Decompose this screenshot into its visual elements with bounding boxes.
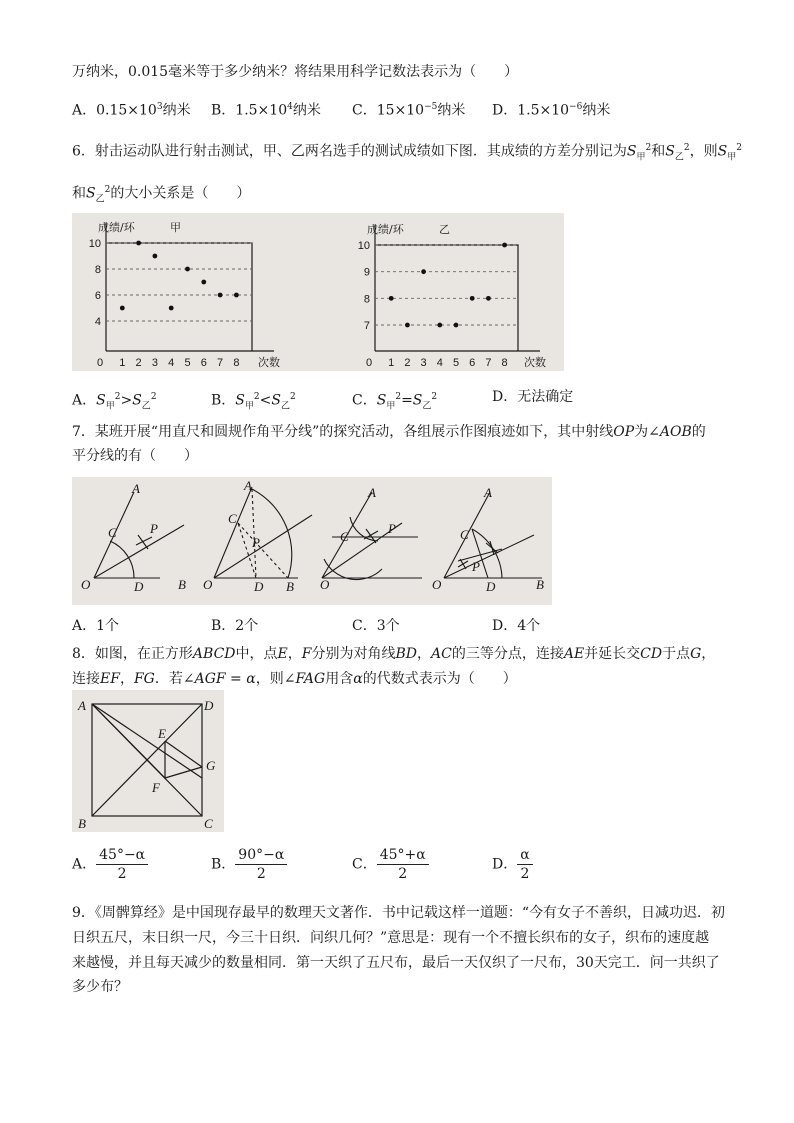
chart-jia-point — [201, 280, 206, 285]
chart-jia-ytick-label: 4 — [94, 316, 101, 328]
q7-label-o3: O — [320, 577, 330, 592]
q6-line1: 6．射击运动队进行射击测试，甲、乙两名选手的测试成绩如下图．其成绩的方差分别记为$S_甲^2$和$S_乙^2$，则$S_甲^2$ — [72, 143, 742, 163]
chart-jia-ytick-label: 6 — [94, 290, 101, 302]
q7-label-p3: P — [388, 521, 396, 536]
chart-yi — [358, 222, 546, 369]
q7-construction-3 — [322, 492, 422, 580]
chart-jia-origin-label: 0 — [96, 357, 104, 369]
q7-figure — [72, 477, 552, 605]
chart-jia-ytick-label: 10 — [88, 238, 101, 250]
q8-option-fraction: $\frac{\alpha}{2}$ — [517, 846, 532, 883]
q5-option-3[interactable]: C．$15\times 10^{-5}$纳米 — [352, 102, 466, 119]
chart-yi-xlabel: 次数 — [524, 356, 546, 369]
chart-jia-point — [169, 306, 174, 311]
chart-jia-ylabel: 成绩/环 — [98, 221, 135, 234]
q8-label-g: G — [206, 758, 216, 773]
chart-yi-xtick-label: 4 — [436, 357, 443, 369]
q6-option-4[interactable]: D．无法确定 — [492, 389, 574, 405]
chart-yi-origin-label: 0 — [365, 357, 373, 369]
q5-option-1[interactable]: A．$0.15\times 10^3$纳米 — [72, 102, 191, 119]
chart-jia-xtick-label: 2 — [135, 357, 142, 369]
chart-yi-ytick-label: 8 — [363, 293, 370, 306]
chart-jia-point — [234, 293, 239, 298]
chart-yi-point — [437, 323, 442, 328]
q8-figure — [72, 690, 224, 832]
q7-option-2[interactable]: B．2个 — [211, 618, 259, 634]
q8-label-c: C — [204, 816, 213, 831]
q7-label-d2: D — [254, 579, 264, 594]
chart-yi-point — [502, 243, 507, 248]
q8-label-f: F — [152, 780, 160, 795]
q7-label-a4: A — [484, 485, 492, 500]
chart-yi-point — [486, 296, 491, 301]
q7-line2: 平分线的有（ ） — [72, 448, 198, 464]
chart-jia-xtick-label: 7 — [217, 357, 224, 369]
q7-label-o4: O — [432, 577, 442, 592]
chart-yi-xtick-label: 7 — [485, 357, 492, 369]
chart-jia-title: 甲 — [170, 221, 181, 234]
q6-option-3[interactable]: C．$S_甲^2=S_乙^2$ — [352, 392, 438, 412]
q8-line1: 8．如图，在正方形ABCD中，点E，F分别为对角线BD，AC的三等分点，连接AE并延长交CD于点G， — [72, 646, 716, 662]
chart-yi-ytick-label: 7 — [363, 320, 370, 333]
q5-text: 万纳米，0.015毫米等于多少纳米？将结果用科学记数法表示为（ ） — [72, 64, 519, 80]
q6-figure — [72, 213, 564, 371]
q6-option-1[interactable]: A．$S_甲^2>S_乙^2$ — [72, 392, 157, 412]
q7-option-4[interactable]: D．4个 — [492, 618, 541, 634]
chart-yi-title: 乙 — [439, 223, 450, 236]
q7-label-c1: C — [108, 525, 117, 540]
chart-jia-xlabel: 次数 — [258, 356, 280, 369]
q6-line2: 和$S_乙^2$的大小关系是（ ） — [72, 185, 251, 205]
chart-yi-ylabel: 成绩/环 — [367, 223, 404, 236]
chart-yi-xtick-label: 1 — [388, 357, 395, 369]
q8-label-e: E — [158, 726, 166, 741]
q9-line4: 多少布？ — [72, 979, 128, 995]
chart-jia-xtick-label: 4 — [168, 357, 175, 369]
q7-label-c4: C — [460, 527, 469, 542]
q7-option-3[interactable]: C．3个 — [352, 618, 400, 634]
chart-jia-xtick-label: 3 — [151, 357, 158, 369]
chart-yi-point — [470, 296, 475, 301]
chart-yi-xtick-label: 5 — [452, 357, 460, 369]
q8-line2: 连接EF，FG．若∠AGF = α，则∠FAG用含α的代数式表示为（ ） — [72, 671, 517, 687]
chart-yi-xtick-label: 6 — [469, 357, 476, 369]
chart-jia-xtick-label: 6 — [200, 357, 207, 369]
q7-option-1[interactable]: A．1个 — [72, 618, 120, 634]
chart-jia-xtick-label: 5 — [184, 357, 191, 369]
q7-label-p1: P — [150, 521, 158, 536]
q8-option-2[interactable]: B． $\frac{90^\circ-\alpha}{2}$ — [211, 846, 287, 883]
q8-label-b: B — [78, 816, 86, 831]
q7-label-a3: A — [368, 485, 376, 500]
chart-jia-point — [136, 241, 141, 246]
chart-yi-point — [454, 323, 459, 328]
chart-yi-point — [405, 323, 410, 328]
q9-line3: 来越慢，并且每天减少的数量相同．第一天织了五尺布，最后一天仅织了一尺布，30天完工．问一共织了 — [72, 955, 720, 971]
q6-line1-text: 6．射击运动队进行射击测试，甲、乙两名选手的测试成绩如下图．其成绩的方差分别记为 — [72, 143, 627, 160]
chart-yi-ytick-label: 10 — [357, 240, 370, 252]
q7-label-o1: O — [81, 577, 91, 592]
q8-label-d: D — [204, 698, 214, 713]
q7-label-b2: B — [286, 579, 294, 594]
q7-label-p2: P — [252, 535, 260, 550]
q7-construction-4 — [444, 492, 542, 578]
chart-yi-xtick-label: 8 — [501, 357, 508, 369]
chart-yi-point — [389, 296, 394, 301]
chart-jia-ytick-label: 8 — [94, 264, 101, 276]
q7-label-a1: A — [132, 481, 140, 496]
q7-label-d1: D — [134, 579, 144, 594]
q7-label-c2: C — [228, 511, 237, 526]
q7-label-o2: O — [203, 577, 213, 592]
q5-option-2[interactable]: B．$1.5\times 10^4$纳米 — [211, 102, 321, 119]
q8-label-a: A — [78, 698, 86, 713]
q8-option-3[interactable]: C． $\frac{45^\circ+\alpha}{2}$ — [352, 846, 429, 883]
q8-option-fraction: $\frac{90^\circ-\alpha}{2}$ — [235, 846, 287, 883]
q7-label-p4: P — [472, 559, 480, 574]
q7-label-a2: A — [244, 478, 252, 493]
q7-label-d4: D — [486, 579, 496, 594]
q7-construction-2 — [214, 487, 312, 578]
q7-label-b4: B — [536, 577, 544, 592]
chart-jia-frame — [106, 243, 252, 351]
q8-square-diagram — [92, 704, 202, 816]
chart-jia-point — [120, 306, 125, 311]
q8-option-4[interactable]: D． $\frac{\alpha}{2}$ — [492, 846, 533, 883]
q6-option-2[interactable]: B．$S_甲^2<S_乙^2$ — [211, 392, 296, 412]
q8-option-fraction: $\frac{45^\circ+\alpha}{2}$ — [377, 846, 429, 883]
q9-line1: 9．《周髀算经》是中国现存最早的数理天文著作．书中记载这样一道题：“今有女子不善织，日减功迟．初 — [72, 905, 726, 921]
chart-jia-xtick-label: 8 — [233, 357, 240, 369]
chart-jia — [89, 220, 280, 369]
chart-jia-xtick-label: 1 — [119, 357, 126, 369]
chart-yi-xtick-label: 3 — [420, 357, 427, 369]
q7-line1: 7．某班开展“用直尺和圆规作角平分线”的探究活动，各组展示作图痕迹如下，其中射线OP为∠AOB的 — [72, 424, 706, 440]
q5-option-4[interactable]: D．$1.5\times 10^{-6}$纳米 — [492, 102, 611, 119]
chart-jia-point — [153, 254, 158, 259]
q9-line2: 日织五尺，末日织一尺，今三十日织．问织几何？”意思是：现有一个不擅长织布的女子，织布的速度越 — [72, 930, 710, 946]
q7-label-c3: C — [340, 529, 349, 544]
q7-label-b1: B — [178, 577, 186, 592]
q8-option-1[interactable]: A． $\frac{45^\circ-\alpha}{2}$ — [72, 846, 148, 883]
chart-jia-point — [185, 267, 190, 272]
chart-yi-point — [421, 269, 426, 274]
chart-yi-ytick-label: 9 — [363, 266, 370, 279]
chart-yi-xtick-label: 2 — [404, 357, 411, 369]
q8-option-fraction: $\frac{45^\circ-\alpha}{2}$ — [96, 846, 148, 883]
chart-jia-point — [218, 293, 223, 298]
